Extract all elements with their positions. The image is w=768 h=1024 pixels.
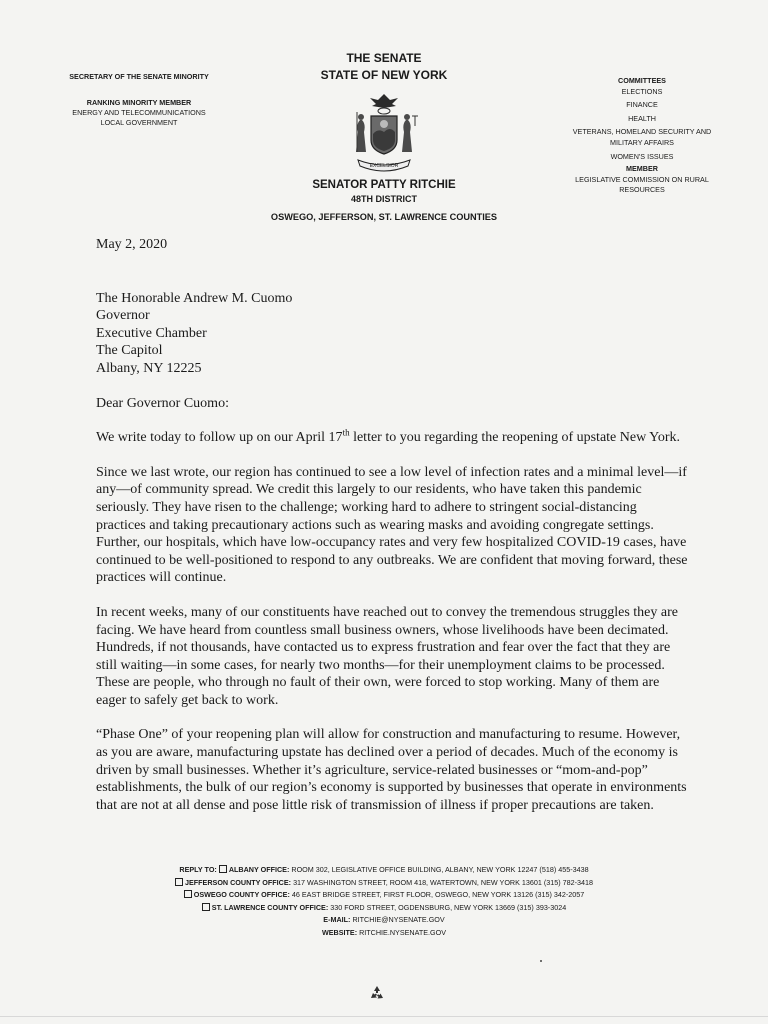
member-item: RESOURCES xyxy=(619,185,665,195)
paragraph-2: Since we last wrote, our region has continued to see a low level of infection rates and a minimal level—if any—of community spread. We credit this largely to our residents, who have taken this pandemic seriously. They have risen to the challenge; working hard to adhere to stringent social-distancing practices and taking precautionary actions such as wearing masks and avoiding congregate settings. Further, our hospitals, which have low-occupancy rates and very few hospitalized COVID-19 cases, have continued to be well-positioned to respond to any outbreaks. We are confident that moving forward, these practices will continue. xyxy=(96,464,688,586)
address-line: Albany, NY 12225 xyxy=(96,360,202,376)
scan-speck xyxy=(540,960,542,962)
recipient-address xyxy=(96,290,688,378)
letter-date: May 2, 2020 xyxy=(96,237,168,252)
office-name: JEFFERSON COUNTY OFFICE: xyxy=(184,877,292,887)
paragraph-3: In recent weeks, many of our constituents have reached out to convey the tremendous struggles they are facing. We have heard from countless small business owners, whose livelihoods have been decimated. Hundreds, if not thousands, have contacted us to express frustration and fear over the fact that they are still waiting—in some cases, for nearly two months—for their unemployment claims to be processed. These are people, who through no fault of their own, were forced to stop working. Many of them are eager to safely get back to work. xyxy=(96,604,678,708)
senator-name: SENATOR PATTY RITCHIE xyxy=(312,179,456,191)
seal-motto: EXCELSIOR xyxy=(369,163,399,169)
letterhead-right xyxy=(556,76,728,196)
paragraph-1 xyxy=(96,429,688,447)
state-title: STATE OF NEW YORK xyxy=(320,68,448,82)
role-line-local-gov: LOCAL GOVERNMENT xyxy=(100,118,178,127)
office-name: ALBANY OFFICE: xyxy=(228,865,290,874)
paragraph-1-text-a: We write today to follow up on our April 17 xyxy=(96,430,343,446)
office-line-st-lawrence xyxy=(120,902,648,915)
ny-state-seal-icon xyxy=(344,90,424,174)
office-name: OSWEGO COUNTY OFFICE: xyxy=(193,890,290,900)
paragraph-4: “Phase One” of your reopening plan will allow for construction and manufacturing to resume. However, as you are aware, manufacturing upstate has declined over a period of decades. Much of the economy is driven by small businesses. Whether it’s agriculture, service-related businesses or “mom-and-pop” establishments, the bulk of our region’s economy is supported by businesses that operate in environments that are not at all dense and pose little risk of transmission of illness if proper precautions are taken. xyxy=(96,727,687,813)
email-line xyxy=(120,914,648,927)
page-edge-line xyxy=(0,1016,768,1017)
member-item: LEGISLATIVE COMMISSION ON RURAL xyxy=(575,174,709,184)
role-line-energy: ENERGY AND TELECOMMUNICATIONS xyxy=(72,108,206,117)
committees-heading: COMMITTEES xyxy=(618,76,666,85)
office-line-jefferson xyxy=(120,877,648,890)
office-address: ROOM 302, LEGISLATIVE OFFICE BUILDING, ALBANY, NEW YORK 12247 (518) 455-3438 xyxy=(291,865,589,874)
website-label: WEBSITE: xyxy=(321,927,358,937)
letter-body xyxy=(96,236,688,814)
checkbox-icon xyxy=(219,865,227,873)
office-address: 330 FORD STREET, OGDENSBURG, NEW YORK 13669 (315) 393-3024 xyxy=(330,902,567,912)
committee-item: FINANCE xyxy=(626,100,658,110)
website-address[interactable]: RITCHIE.NYSENATE.GOV xyxy=(359,927,447,937)
checkbox-icon xyxy=(202,903,210,911)
email-label: E-MAIL: xyxy=(323,915,351,925)
committee-item: VETERANS, HOMELAND SECURITY AND xyxy=(572,127,712,137)
office-name: ST. LAWRENCE COUNTY OFFICE: xyxy=(211,902,329,912)
letterhead-center xyxy=(270,50,498,206)
office-address: 317 WASHINGTON STREET, ROOM 418, WATERTOWN, NEW YORK 13601 (315) 782-3418 xyxy=(293,877,594,887)
office-line-albany xyxy=(120,864,648,877)
address-line: The Capitol xyxy=(96,343,163,359)
role-ranking-member: RANKING MINORITY MEMBER xyxy=(86,98,192,107)
committee-item: ELECTIONS xyxy=(621,86,663,96)
committee-item: MILITARY AFFAIRS xyxy=(610,137,674,147)
checkbox-icon xyxy=(175,878,183,886)
office-address: 46 EAST BRIDGE STREET, FIRST FLOOR, OSWEGO, NEW YORK 13126 (315) 342-2057 xyxy=(291,890,585,900)
member-heading: MEMBER xyxy=(626,164,658,174)
committee-item: HEALTH xyxy=(628,113,656,123)
address-line: Governor xyxy=(96,308,150,324)
letterhead-left xyxy=(34,72,244,128)
office-line-oswego xyxy=(120,889,648,902)
committee-item: WOMEN'S ISSUES xyxy=(610,151,674,161)
address-line: Executive Chamber xyxy=(96,325,207,341)
salutation: Dear Governor Cuomo: xyxy=(96,395,229,411)
email-address[interactable]: RITCHIE@NYSENATE.GOV xyxy=(352,915,445,925)
senator-district: 48TH DISTRICT xyxy=(350,194,417,204)
recycle-icon xyxy=(368,984,386,1002)
paragraph-1-text-b: letter to you regarding the reopening of upstate New York. xyxy=(349,430,681,446)
reply-to-label: REPLY TO: xyxy=(179,865,217,874)
role-secretary: SECRETARY OF THE SENATE MINORITY xyxy=(69,72,209,81)
ordinal-suffix: th xyxy=(342,427,350,438)
address-line: The Honorable Andrew M. Cuomo xyxy=(96,290,293,306)
senator-counties: OSWEGO, JEFFERSON, ST. LAWRENCE COUNTIES xyxy=(270,212,498,222)
website-line xyxy=(120,927,648,940)
senate-title: THE SENATE xyxy=(346,51,422,65)
checkbox-icon xyxy=(184,890,192,898)
letterhead-footer xyxy=(120,864,648,940)
